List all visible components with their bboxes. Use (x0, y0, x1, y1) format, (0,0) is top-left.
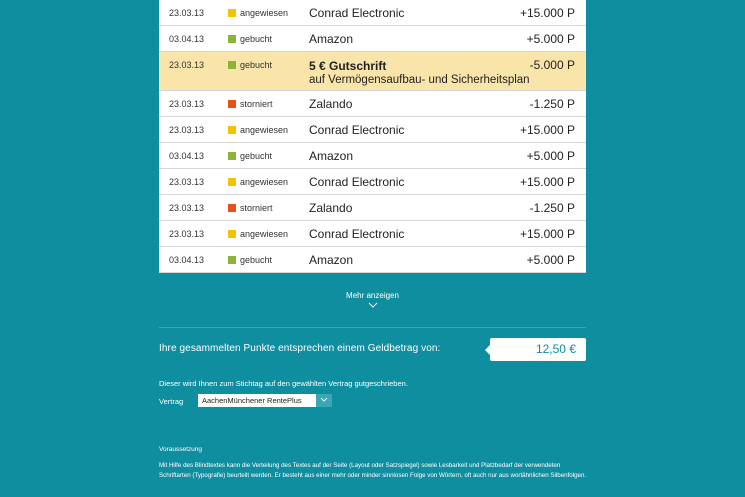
transaction-amount: -5.000 P (529, 58, 575, 72)
status-indicator-icon (228, 100, 236, 108)
contract-select[interactable] (198, 394, 332, 407)
transaction-date: 23.03.13 (169, 229, 205, 239)
transaction-date: 03.04.13 (169, 255, 205, 265)
table-row[interactable] (159, 247, 586, 273)
transaction-date: 03.04.13 (169, 151, 205, 161)
status-indicator-icon (228, 35, 236, 43)
status-indicator-icon (228, 256, 236, 264)
transaction-amount: -1.250 P (529, 201, 575, 215)
contract-label: Vertrag (159, 397, 184, 406)
status-label: storniert (240, 99, 273, 109)
transaction-name: Amazon (309, 149, 354, 163)
transaction-amount: +15.000 P (519, 6, 575, 20)
transaction-name-subtitle: auf Vermögensaufbau- und Sicherheitsplan (309, 74, 530, 86)
total-points-label: Ihre gesammelten Punkte entsprechen einem Geldbetrag von: (159, 343, 441, 354)
transaction-name: Conrad Electronic (309, 227, 405, 241)
status-label: angewiesen (240, 125, 289, 135)
transaction-amount: +15.000 P (519, 175, 575, 189)
transaction-name: Conrad Electronic (309, 6, 405, 20)
table-row[interactable] (159, 52, 586, 91)
transaction-amount: +15.000 P (519, 123, 575, 137)
table-row[interactable] (159, 169, 586, 195)
table-row[interactable] (159, 91, 586, 117)
status-label: gebucht (240, 34, 273, 44)
transactions-table (159, 0, 586, 273)
prerequisite-title: Voraussetzung (159, 446, 203, 453)
table-row[interactable] (159, 195, 586, 221)
transaction-date: 23.03.13 (169, 177, 205, 187)
status-label: angewiesen (240, 177, 289, 187)
status-indicator-icon (228, 61, 236, 69)
status-indicator-icon (228, 152, 236, 160)
status-label: angewiesen (240, 8, 289, 18)
transaction-name: Amazon (309, 32, 354, 46)
status-indicator-icon (228, 204, 236, 212)
prerequisite-text: Mit Hilfe des Blindtextes kann die Verteilung des Textes auf der Seite (Layout oder Satzspiegel) sowie Lesbarkeit und Platzbedarf der verwendeten Schriftarten (Typografie) beurteilt werden. Er besteht aus einer mehr oder minder sinnlosen Folge von Wörtern, oft auch nur aus wortähnlichen Silbenfolgen. (159, 462, 587, 479)
transaction-name: Zalando (309, 201, 353, 215)
status-label: angewiesen (240, 229, 289, 239)
transaction-name: Amazon (309, 253, 354, 267)
contract-dropdown-button[interactable] (316, 394, 332, 407)
transaction-date: 03.04.13 (169, 34, 205, 44)
table-row[interactable] (159, 26, 586, 52)
chevron-down-icon (320, 397, 328, 403)
section-divider (159, 327, 586, 328)
transaction-date: 23.03.13 (169, 99, 205, 109)
transaction-name-title: 5 € Gutschrift (309, 59, 387, 73)
transaction-name: Conrad Electronic (309, 123, 405, 137)
table-row[interactable] (159, 221, 586, 247)
status-label: gebucht (240, 151, 273, 161)
transaction-amount: +5.000 P (526, 149, 575, 163)
table-row[interactable] (159, 0, 586, 26)
show-more-label: Mehr anzeigen (346, 291, 399, 300)
status-indicator-icon (228, 9, 236, 17)
transaction-name: Conrad Electronic (309, 175, 405, 189)
transaction-date: 23.03.13 (169, 125, 205, 135)
status-indicator-icon (228, 178, 236, 186)
total-amount-badge: 12,50 € (490, 338, 586, 361)
transaction-date: 23.03.13 (169, 8, 205, 18)
status-label: gebucht (240, 255, 273, 265)
status-indicator-icon (228, 230, 236, 238)
table-row[interactable] (159, 143, 586, 169)
transaction-amount: +5.000 P (526, 32, 575, 46)
table-row[interactable] (159, 117, 586, 143)
chevron-down-icon (368, 301, 378, 309)
transaction-name: Zalando (309, 97, 353, 111)
transaction-date: 23.03.13 (169, 60, 205, 70)
transaction-amount: +15.000 P (519, 227, 575, 241)
credit-note: Dieser wird Ihnen zum Stichtag auf den gewählten Vertrag gutgeschrieben. (159, 379, 408, 388)
transaction-name (309, 59, 530, 87)
status-indicator-icon (228, 126, 236, 134)
contract-selected-value: AachenMünchener RentePlus (202, 396, 302, 405)
show-more-link[interactable] (0, 291, 745, 309)
transaction-amount: +5.000 P (526, 253, 575, 267)
transaction-date: 23.03.13 (169, 203, 205, 213)
transaction-amount: -1.250 P (529, 97, 575, 111)
status-label: gebucht (240, 60, 273, 70)
status-label: storniert (240, 203, 273, 213)
